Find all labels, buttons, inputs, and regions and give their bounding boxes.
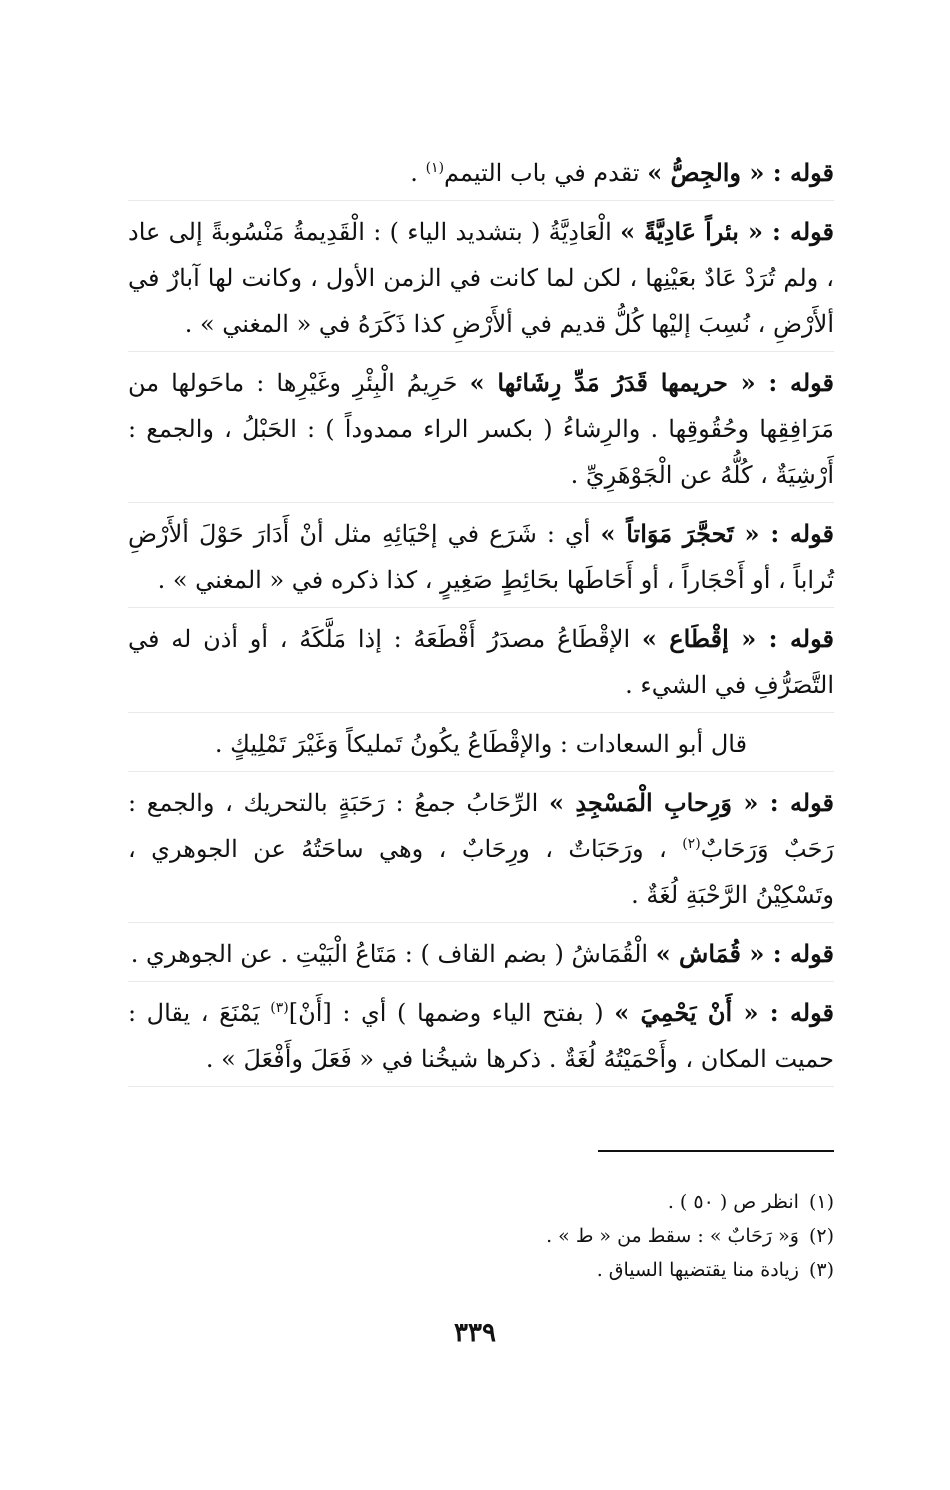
paragraph-text: الرِّحَابُ جمعُ : رَحَبَةٍ بالتحريك ، والجمع : رَحَبٌ وَرَحَابٌ bbox=[128, 789, 835, 863]
paragraph-text: ( بفتح الياء وضمها ) أي : [أَنْ] bbox=[288, 999, 615, 1027]
paragraph-2 bbox=[128, 209, 834, 352]
footnote-text: وَ« رَحَابٌ » : سقط من « ط » . bbox=[546, 1225, 799, 1247]
footnote-number: (٢) bbox=[808, 1225, 834, 1247]
paragraph-tail: ، ورَحَبَاتٌ ، ورِحَابٌ ، وهي ساحَتُهُ عن الجوهري ، وتَسْكِيْنُ الرَّحْبَةِ لُغَةٌ . bbox=[128, 835, 834, 909]
paragraph-tail: يَمْنَعَ ، يقال : حميت المكان ، وأَحْمَيْتُهُ لُغَةٌ . ذكرها شيخُنا في « فَعَلَ وأَفْعَلَ » . bbox=[128, 999, 834, 1073]
footnote-text: زيادة منا يقتضيها السياق . bbox=[596, 1259, 799, 1281]
paragraph-lead: قوله : « بئراً عَادِيَّةً » bbox=[620, 217, 835, 246]
paragraph-1 bbox=[128, 150, 834, 201]
footnote-3 bbox=[128, 1253, 834, 1287]
paragraph-8 bbox=[128, 931, 834, 982]
footnote-ref[interactable]: (١) bbox=[425, 160, 445, 176]
paragraph-3 bbox=[128, 360, 834, 503]
paragraph-text: الإقْطَاعُ مصدَرُ أَقْطَعَهُ : إذا مَلَّكَهُ ، أو أذن له في التَّصَرُّفِ في الشيء . bbox=[128, 625, 834, 699]
paragraph-tail: . bbox=[410, 159, 426, 187]
paragraph-lead: قوله : « إقْطَاع » bbox=[641, 624, 834, 653]
footnote-divider bbox=[598, 1150, 834, 1152]
paragraph-7 bbox=[128, 780, 834, 923]
footnote-2 bbox=[128, 1219, 834, 1253]
paragraph-lead: قوله : « وَرِحابِ الْمَسْجِدِ » bbox=[548, 788, 834, 817]
footnote-ref[interactable]: (٣) bbox=[270, 1000, 289, 1016]
main-text bbox=[128, 150, 834, 1095]
footnote-1 bbox=[128, 1185, 834, 1219]
footnote-ref[interactable]: (٢) bbox=[682, 836, 701, 852]
paragraph-9 bbox=[128, 990, 834, 1087]
footnote-text: انظر ص ( ٥٠ ) . bbox=[667, 1191, 799, 1213]
paragraph-text: الْعَادِيَّةُ ( بتشديد الياء ) : الْقَدِيمةُ مَنْسُوبةً إلى عاد ، ولم تُرَدْ عَادٌ بعَيْنِها ، لكن لما كانت في الزمن الأول ، وكانت لها آبارٌ في ألأَرْضِ ، نُسِبَ إليْها كُلُّ قديم في ألأَرْضِ كذا ذَكَرَهُ في « المغني » . bbox=[128, 218, 834, 338]
paragraph-text: أي : شَرَع في إحْيَائِهِ مثل أنْ أَدَارَ حَوْلَ ألأَرْضِ تُراباً ، أو أَحْجَاراً ، أو أَحَاطَها بحَائِطٍ صَغِيرٍ ، كذا ذكره في « المغني » . bbox=[128, 520, 834, 594]
paragraph-text: حَرِيمُ الْبِئْرِ وغَيْرِها : ماحَولها من مَرَافِقِها وحُقُوقِها . والرِشاءُ ( بكسر الراء ممدوداً ) : الحَبْلُ ، والجمع : أَرْشِيَةٌ ، كُلُّهُ عن الْجَوْهَرِيِّ . bbox=[128, 369, 834, 489]
paragraph-lead: قوله : « قُمَاش » bbox=[655, 939, 834, 968]
page-number: ٣٣٩ bbox=[454, 1318, 496, 1348]
paragraph-lead: قوله : « حريمها قَدَرُ مَدِّ رِشَائها » bbox=[469, 368, 835, 397]
paragraph-text: تقدم في باب التيمم bbox=[444, 159, 648, 187]
paragraph-text: الْقُمَاشُ ( بضم القاف ) : مَتَاعُ الْبَيْتِ . عن الجوهري . bbox=[130, 940, 656, 968]
footnote-number: (١) bbox=[808, 1191, 834, 1213]
paragraph-text: قال أبو السعادات : والإقْطَاعُ يكُونُ تَمليكاً وَغَيْرَ تَمْلِيكٍ . bbox=[214, 730, 748, 758]
paragraph-lead: قوله : « أَنْ يَحْمِيَ » bbox=[614, 998, 834, 1027]
paragraph-lead: قوله : « تَحجَّرَ مَوَاتاً » bbox=[600, 519, 834, 548]
paragraph-4 bbox=[128, 511, 834, 608]
paragraph-6 bbox=[128, 721, 834, 772]
footnote-number: (٣) bbox=[808, 1259, 834, 1281]
footnotes bbox=[128, 1185, 834, 1287]
paragraph-5 bbox=[128, 616, 834, 713]
paragraph-lead: قوله : « والجِصُّ » bbox=[647, 158, 834, 187]
